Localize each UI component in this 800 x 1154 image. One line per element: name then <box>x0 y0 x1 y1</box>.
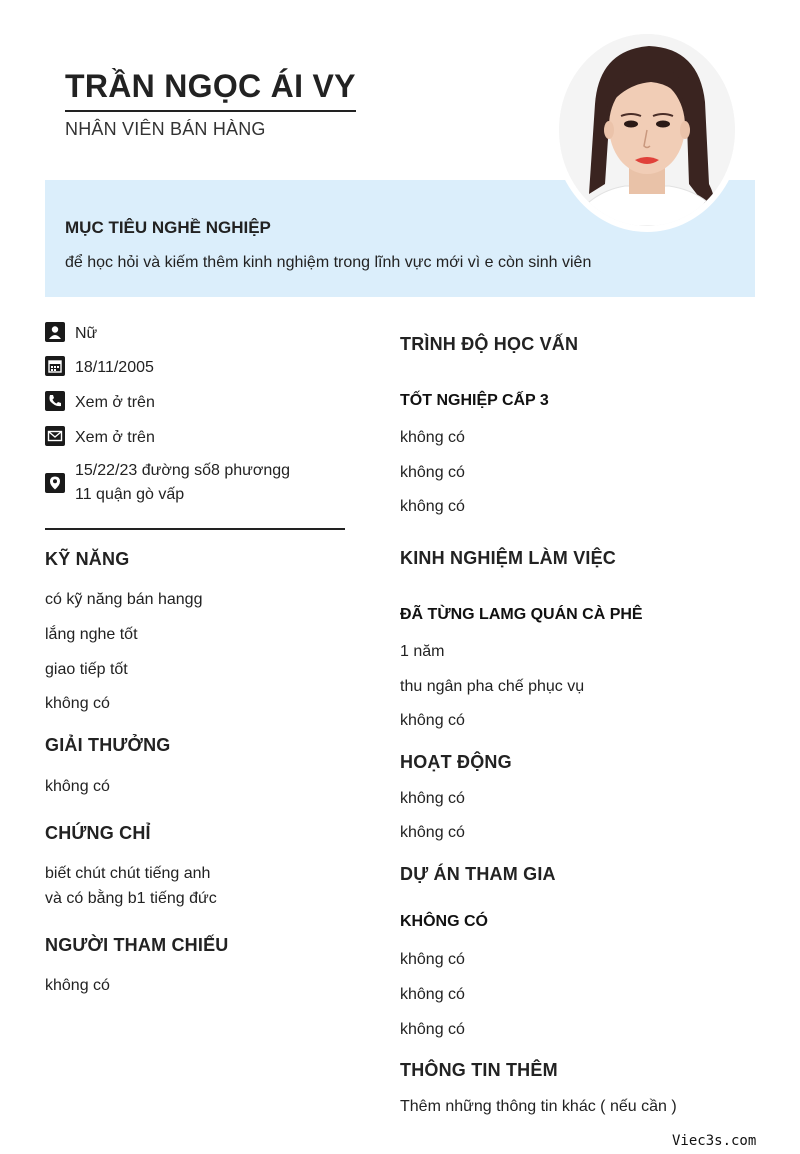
extra-info-text: Thêm những thông tin khác ( nếu cần ) <box>400 1098 677 1115</box>
contact-email <box>45 426 155 450</box>
contact-phone <box>45 391 155 415</box>
references-heading: NGƯỜI THAM CHIẾU <box>45 935 229 955</box>
skill-item: giao tiếp tốt <box>45 661 128 678</box>
objective-text: để học hỏi và kiếm thêm kinh nghiệm trong lĩnh vực mới vì e còn sinh viên <box>65 254 592 271</box>
project-item: không có <box>400 986 465 1003</box>
skills-heading: KỸ NĂNG <box>45 549 130 569</box>
phone-icon <box>45 391 65 411</box>
job-title: NHÂN VIÊN BÁN HÀNG <box>65 119 266 139</box>
gender-text: Nữ <box>75 325 98 342</box>
contact-address <box>45 459 290 507</box>
skill-item: có kỹ năng bán hangg <box>45 591 203 608</box>
birthday-text: 18/11/2005 <box>75 359 154 376</box>
experience-item: thu ngân pha chế phục vụ <box>400 678 585 695</box>
objective-heading: MỤC TIÊU NGHỀ NGHIỆP <box>65 218 271 237</box>
activity-item: không có <box>400 824 465 841</box>
project-item: không có <box>400 951 465 968</box>
email-text: Xem ở trên <box>75 429 155 446</box>
award-item: không có <box>45 778 110 795</box>
extra-info-heading: THÔNG TIN THÊM <box>400 1060 558 1080</box>
contact-divider <box>45 528 345 530</box>
certificate-line-2: và có bằng b1 tiếng đức <box>45 890 217 907</box>
project-item: không có <box>400 1021 465 1038</box>
phone-text: Xem ở trên <box>75 394 155 411</box>
contact-gender <box>45 322 97 346</box>
certificate-line-1: biết chút chút tiếng anh <box>45 865 211 882</box>
skill-item: không có <box>45 695 110 712</box>
activities-heading: HOẠT ĐỘNG <box>400 752 512 772</box>
education-item: không có <box>400 429 465 446</box>
profile-photo-frame <box>553 28 741 232</box>
address-text <box>75 459 290 507</box>
awards-heading: GIẢI THƯỞNG <box>45 735 171 755</box>
experience-heading: KINH NGHIỆM LÀM VIỆC <box>400 548 617 568</box>
experience-item: không có <box>400 712 465 729</box>
education-item: không có <box>400 498 465 515</box>
projects-heading: DỰ ÁN THAM GIA <box>400 864 556 884</box>
experience-company: ĐÃ TỪNG LAMG QUÁN CÀ PHÊ <box>400 606 643 623</box>
skill-item: lắng nghe tốt <box>45 626 138 643</box>
address-line-2: 11 quận gò vấp <box>75 486 185 503</box>
activity-item: không có <box>400 790 465 807</box>
candidate-name: TRẦN NGỌC ÁI VY <box>65 66 356 112</box>
location-icon <box>45 473 65 493</box>
experience-item: 1 năm <box>400 643 445 660</box>
reference-item: không có <box>45 977 110 994</box>
user-icon <box>45 322 65 342</box>
address-line-1: 15/22/23 đường số8 phươngg <box>75 462 291 479</box>
contact-birthday <box>45 356 154 380</box>
email-icon <box>45 426 65 446</box>
certificates-heading: CHỨNG CHỈ <box>45 823 151 843</box>
watermark-logo: Viec3s.com <box>672 1133 757 1149</box>
calendar-icon <box>45 356 65 376</box>
portrait-illustration <box>559 34 735 226</box>
profile-photo <box>559 34 735 226</box>
project-name: KHÔNG CÓ <box>400 913 488 930</box>
education-school: TỐT NGHIỆP CẤP 3 <box>400 392 549 409</box>
education-heading: TRÌNH ĐỘ HỌC VẤN <box>400 334 579 354</box>
education-item: không có <box>400 464 465 481</box>
